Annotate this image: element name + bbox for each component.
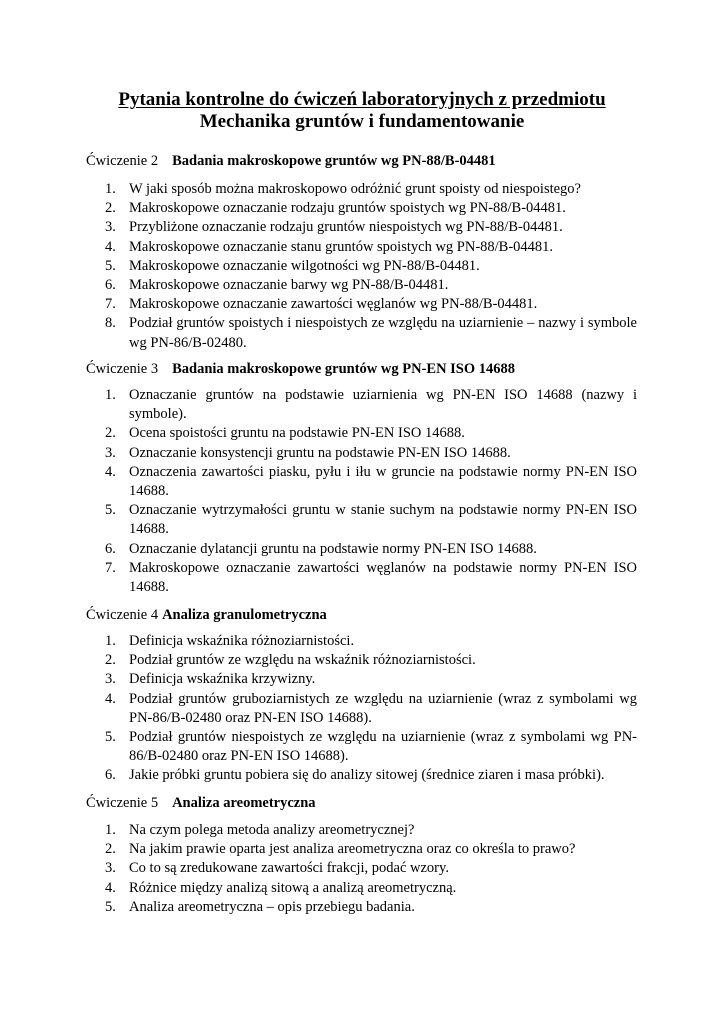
list-item (105, 314, 637, 352)
item-number: 1. (105, 387, 116, 403)
list-item (105, 276, 637, 295)
item-text: W jaki sposób można makroskopowo odróżnić grunt spoisty od niespoistego? (129, 181, 581, 197)
item-text: Podział gruntów spoistych i niespoistych ze względu na uziarnienie – nazwy i symbole wg PN-86/B-02480. (129, 315, 637, 351)
item-text: Podział gruntów gruboziarnistych ze względu na uziarnienie (wraz z symbolami wg PN-86/B-02480 oraz PN-EN ISO 14688). (129, 690, 637, 726)
section-prefix: Ćwiczenie 4 (86, 607, 159, 623)
section-title: Badania makroskopowe gruntów wg PN-88/B-04481 (172, 153, 496, 169)
section-prefix: Ćwiczenie 2 (86, 153, 159, 169)
list-item (105, 859, 637, 878)
item-text: Definicja wskaźnika różnoziarnistości. (129, 633, 355, 649)
item-number: 3. (105, 860, 116, 877)
item-number: 5. (105, 502, 116, 519)
section-prefix: Ćwiczenie 5 (86, 795, 159, 811)
item-text: Jakie próbki gruntu pobiera się do analizy sitowej (średnice ziaren i masa próbki). (129, 767, 605, 784)
item-text: Oznaczanie gruntów na podstawie uziarnienia wg PN-EN ISO 14688 (nazwy i symbole). (129, 387, 637, 423)
document-title: Pytania kontrolne do ćwiczeń laboratoryjnych z przedmiotu (118, 89, 606, 110)
item-text: Podział gruntów ze względu na wskaźnik różnoziarnistości. (129, 652, 476, 669)
section-prefix: Ćwiczenie 3 (86, 361, 159, 377)
item-number: 5. (105, 729, 116, 746)
item-text: Oznaczenia zawartości piasku, pyłu i iłu w gruncie na podstawie normy PN-EN ISO 14688. (129, 463, 637, 500)
list-item (105, 821, 637, 840)
item-text: Makroskopowe oznaczanie barwy wg PN-88/B-04481. (129, 277, 449, 294)
list-item (105, 199, 637, 218)
item-number: 3. (105, 219, 116, 236)
section-heading-cwiczenie-4 (86, 606, 327, 624)
item-number: 6. (105, 540, 116, 557)
question-list-cwiczenie-5 (105, 821, 637, 917)
list-item (105, 238, 637, 257)
section-heading-cwiczenie-2 (86, 152, 496, 170)
item-number: 1. (105, 181, 116, 197)
question-list-cwiczenie-2 (105, 180, 637, 353)
question-list-cwiczenie-3 (105, 386, 637, 597)
list-item (105, 180, 637, 199)
list-item (105, 540, 637, 559)
item-text: Na czym polega metoda analizy areometrycznej? (129, 822, 415, 838)
item-text: Oznaczanie dylatancji gruntu na podstawie normy PN-EN ISO 14688. (129, 540, 537, 557)
section-title: Analiza areometryczna (172, 795, 316, 811)
item-text: Analiza areometryczna – opis przebiegu badania. (129, 898, 415, 915)
list-item (105, 766, 637, 785)
list-item (105, 424, 637, 443)
item-text: Ocena spoistości gruntu na podstawie PN-EN ISO 14688. (129, 425, 465, 442)
list-item (105, 690, 637, 728)
item-number: 4. (105, 238, 116, 255)
section-title: Badania makroskopowe gruntów wg PN-EN ISO 14688 (172, 361, 516, 377)
item-text: Przybliżone oznaczanie rodzaju gruntów niespoistych wg PN-88/B-04481. (129, 219, 563, 236)
item-number: 1. (105, 633, 116, 649)
item-text: Różnice między analizą sitową a analizą areometryczną. (129, 879, 457, 896)
item-number: 3. (105, 671, 116, 688)
item-text: Oznaczanie wytrzymałości gruntu w stanie suchym na podstawie normy PN-EN ISO 14688. (129, 502, 637, 538)
item-number: 6. (105, 767, 116, 784)
item-number: 7. (105, 296, 116, 313)
list-item (105, 670, 637, 689)
item-number: 2. (105, 652, 116, 669)
section-title: Analiza granulometryczna (162, 607, 327, 623)
list-item (105, 386, 637, 424)
list-item (105, 559, 637, 597)
item-number: 2. (105, 841, 116, 858)
list-item (105, 898, 637, 917)
list-item (105, 444, 637, 463)
item-number: 2. (105, 200, 116, 217)
item-number: 4. (105, 690, 116, 707)
item-number: 4. (105, 463, 116, 480)
item-number: 6. (105, 277, 116, 294)
question-list-cwiczenie-4 (105, 632, 637, 786)
item-text: Makroskopowe oznaczanie zawartości węglanów na podstawie normy PN-EN ISO 14688. (129, 559, 637, 596)
item-number: 5. (105, 898, 116, 915)
item-text: Co to są zredukowane zawartości frakcji, podać wzory. (129, 860, 449, 877)
item-text: Makroskopowe oznaczanie stanu gruntów spoistych wg PN-88/B-04481. (129, 238, 554, 255)
item-number: 2. (105, 425, 116, 442)
list-item (105, 257, 637, 276)
item-text: Podział gruntów niespoistych ze względu na uziarnienie (wraz z symbolami wg PN-86/B-02480 oraz PN-EN ISO 14688). (129, 729, 637, 765)
list-item (105, 651, 637, 670)
document-subtitle: Mechanika gruntów i fundamentowanie (199, 111, 525, 132)
item-text: Definicja wskaźnika krzywizny. (129, 671, 316, 688)
item-number: 4. (105, 879, 116, 896)
section-heading-cwiczenie-5 (86, 794, 316, 812)
list-item (105, 728, 637, 766)
item-number: 1. (105, 822, 116, 838)
item-number: 5. (105, 257, 116, 274)
list-item (105, 463, 637, 501)
item-text: Na jakim prawie oparta jest analiza areometryczna oraz co określa to prawo? (129, 841, 576, 858)
item-number: 8. (105, 315, 116, 332)
section-heading-cwiczenie-3 (86, 360, 515, 378)
item-text: Makroskopowe oznaczanie zawartości węglanów wg PN-88/B-04481. (129, 296, 538, 313)
list-item (105, 295, 637, 314)
item-text: Makroskopowe oznaczanie wilgotności wg PN-88/B-04481. (129, 257, 480, 274)
item-number: 7. (105, 559, 116, 576)
list-item (105, 501, 637, 539)
list-item (105, 840, 637, 859)
item-number: 3. (105, 444, 116, 461)
list-item (105, 632, 637, 651)
item-text: Oznaczanie konsystencji gruntu na podstawie PN-EN ISO 14688. (129, 444, 511, 461)
item-text: Makroskopowe oznaczanie rodzaju gruntów spoistych wg PN-88/B-04481. (129, 200, 566, 217)
list-item (105, 879, 637, 898)
list-item (105, 218, 637, 237)
